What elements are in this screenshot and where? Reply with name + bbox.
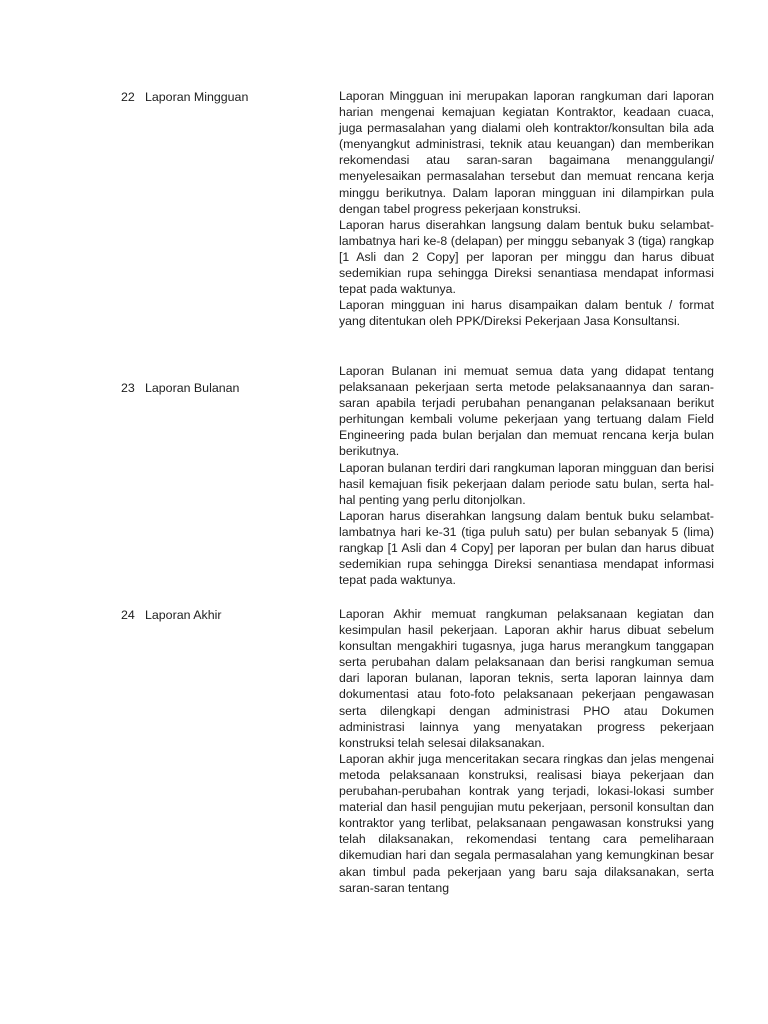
paragraph: Laporan mingguan ini harus disampaikan dalam bentuk / format yang ditentukan oleh PPK/Direksi Pekerjaan Jasa Konsultansi. (339, 298, 714, 329)
paragraph: Laporan Bulanan ini memuat semua data yang didapat tentang pelaksanaan pekerjaan serta metode pelaksanaannya dan saran-saran apabila terjadi perubahan penanganan pelaksanaan berikut perhitungan kembali volume pekerjaan yang tertuang dalam Field Engineering pada bulan berjalan dan memuat rencana kerja bulan berikutnya. (339, 364, 714, 459)
paragraph: Laporan Akhir memuat rangkuman pelaksanaan kegiatan dan kesimpulan hasil pekerjaan. Laporan akhir harus dibuat sebelum konsultan mengakhiri tugasnya, juga harus merangkum tanggapan serta perubahan dalam pelaksanaan dan berisi rangkuman semua dari laporan bulanan, laporan teknis, serta laporan lainnya dam dokumentasi atau foto-foto pelaksanaan pekerjaan pengawasan serta dilengkapi dengan administrasi PHO atau Dokumen administrasi lainnya yang menyatakan progress pekerjaan konstruksi telah selesai dilaksanakan. (339, 607, 714, 750)
item-number: 23 (121, 381, 135, 395)
item-title: Laporan Akhir (145, 608, 222, 622)
paragraph: Laporan harus diserahkan langsung dalam bentuk buku selambat-lambatnya hari ke-8 (delapan) per minggu sebanyak 3 (tiga) rangkap [1 Asli dan 2 Copy] per laporan per minggu dan harus dibuat sedemikian rupa sehingga Direksi senantiasa mendapat informasi tepat pada waktunya. (339, 217, 714, 297)
item-number: 24 (121, 608, 135, 622)
item-body (339, 606, 714, 896)
paragraph: Laporan bulanan terdiri dari rangkuman laporan mingguan dan berisi hasil kemajuan fisik pekerjaan dalam periode satu bulan, serta hal-hal penting yang perlu ditonjolkan. (339, 460, 714, 507)
paragraph: Laporan harus diserahkan langsung dalam bentuk buku selambat-lambatnya hari ke-31 (tiga puluh satu) per bulan sebanyak 5 (lima) rangkap [1 Asli dan 4 Copy] per laporan per bulan dan harus dibuat sedemikian rupa sehingga Direksi senantiasa mendapat informasi tepat pada waktunya. (339, 508, 714, 588)
item-body (339, 363, 714, 588)
paragraph: Laporan akhir juga menceritakan secara ringkas dan jelas mengenai metoda pelaksanaan konstruksi, realisasi biaya pekerjaan dan perubahan-perubahan kontrak yang terjadi, lokasi-lokasi sumber material dan hasil pengujian mutu pekerjaan, personil konsultan dan kontraktor yang terlibat, pelaksanaan pengawasan konstruksi yang telah dilaksanakan, rekomendasi tentang cara pemeliharaan dikemudian hari dan segala permasalahan yang kemungkinan besar akan timbul pada pekerjaan yang baru saja dilaksanakan, serta saran-saran tentang (339, 751, 714, 895)
paragraph: Laporan Mingguan ini merupakan laporan rangkuman dari laporan harian mengenai kemajuan kegiatan Kontraktor, keadaan cuaca, juga permasalahan yang dialami oleh kontraktor/konsultan bila ada (menyangkut administrasi, teknik atau keuangan) dan memberikan rekomendasi atau saran-saran bagaimana menanggulangi/ menyelesaikan permasalahan tersebut dan memuat rencana kerja minggu berikutnya. Dalam laporan mingguan ini dilampirkan pula dengan tabel progress pekerjaan konstruksi. (339, 89, 714, 216)
item-title: Laporan Bulanan (145, 381, 240, 395)
item-body (339, 88, 714, 329)
item-number: 22 (121, 90, 135, 104)
item-title: Laporan Mingguan (145, 90, 249, 104)
